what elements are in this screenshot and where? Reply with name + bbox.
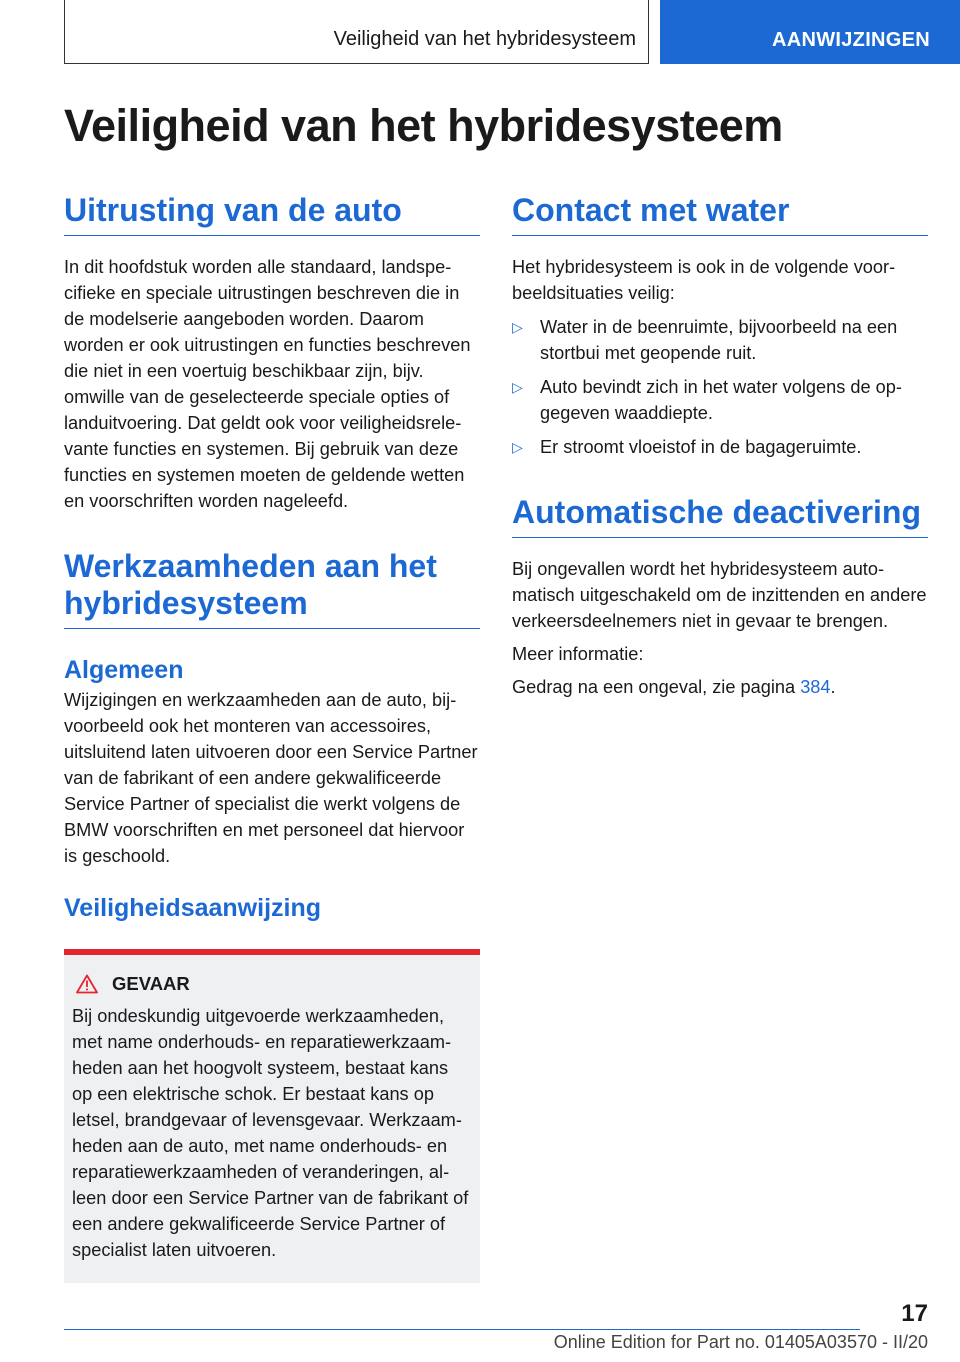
warning-triangle-icon <box>76 974 98 994</box>
header-chapter-title: AANWIJZINGEN <box>772 29 931 51</box>
more-info-label: Meer informatie: <box>512 644 644 664</box>
header-section-box <box>64 0 649 64</box>
list-item: ▷ Water in de beenruimte, bijvoorbeeld na een stortbui met geopende ruit. <box>512 314 928 366</box>
header-chapter-tab[interactable] <box>660 0 960 64</box>
header-section-title: Veiligheid van het hybridesysteem <box>333 28 636 50</box>
section-heading-equipment: Uitrusting van de auto <box>64 192 480 236</box>
section-heading-work: Werkzaamheden aan het hybridesysteem <box>64 548 480 629</box>
warning-header <box>72 973 472 995</box>
warning-box <box>64 949 480 1283</box>
triangle-bullet-icon: ▷ <box>512 439 523 455</box>
warning-text: Bij ondeskundig uitgevoerde werkzaamheden, met name onderhouds- en reparatiewerkzaamheden aan het hoogvolt systeem, bestaat kans op een elektrische schok. Er bestaat kans op letsel, brandgevaar of levensgevaar. Werkzaamheden aan de auto, met name onderhouds- en reparatiewerkzaamheden of veranderingen, alleen door een Service Partner van de fabrikant of een andere gekwalificeerde Service Partner of specialist laten uitvoeren. <box>72 1006 469 1260</box>
subheading-general: Algemeen <box>64 656 184 684</box>
page-number: 17 <box>901 1300 928 1327</box>
page-title: Veiligheid van het hybridesysteem <box>64 100 783 151</box>
water-intro: Het hybridesysteem is ook in de volgende voorbeeldsituaties veilig: <box>512 257 896 303</box>
warning-label: GEVAAR <box>112 973 190 994</box>
footer-divider <box>64 1329 860 1330</box>
section-heading-water: Contact met water <box>512 192 928 236</box>
section-heading-deactivation: Automatische deactivering <box>512 494 928 538</box>
water-situations-list <box>512 314 928 460</box>
deactivation-paragraph: Bij ongevallen wordt het hybridesysteem automatisch uitgeschakeld om de inzittenden en andere verkeersdeelnemers niet in gevaar te brengen. <box>512 559 927 631</box>
footer-edition: Online Edition for Part no. 01405A03570 - II/20 <box>553 1332 928 1352</box>
cross-reference: Gedrag na een ongeval, zie pagina 384. <box>512 677 836 697</box>
list-item: ▷ Auto bevindt zich in het water volgens de opgegeven waaddiepte. <box>512 374 928 426</box>
left-column <box>64 192 480 1283</box>
subheading-safety-note: Veiligheidsaanwijzing <box>64 894 322 922</box>
triangle-bullet-icon: ▷ <box>512 379 523 395</box>
triangle-bullet-icon: ▷ <box>512 319 523 335</box>
list-item: ▷ Er stroomt vloeistof in de bagageruimte. <box>512 434 928 460</box>
right-column <box>512 192 928 700</box>
equipment-paragraph: In dit hoofdstuk worden alle standaard, landspecifieke en speciale uitrustingen beschreven die in de modelserie aangeboden worden. Daarom worden er ook uitrustingen en functies beschreven die niet in een voertuig beschikbaar zijn, bijv. omwille van de geselecteerde speciale opties of landuitvoering. Dat geldt ook voor veiligheidsrelevante functies en systemen. Bij gebruik van deze functies en systemen moeten de geldende wetten en voorschriften worden nageleefd. <box>64 257 471 511</box>
general-paragraph: Wijzigingen en werkzaamheden aan de auto, bijvoorbeeld ook het monteren van accessoires, uitsluitend laten uitvoeren door een Service Partner van de fabrikant of een andere gekwalificeerde Service Partner of specialist die werkt volgens de BMW voorschriften en met personeel dat hiervoor is geschoold. <box>64 690 478 866</box>
page-link-384[interactable]: 384 <box>800 677 831 697</box>
